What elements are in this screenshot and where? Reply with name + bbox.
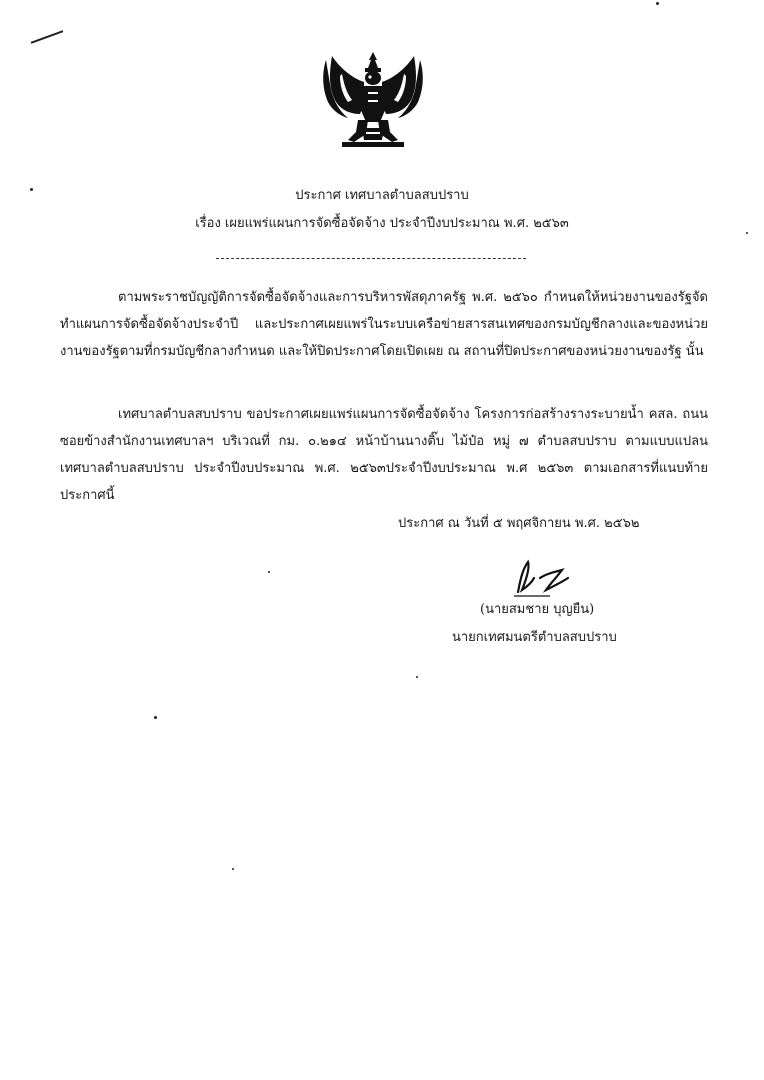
pen-stroke-mark [31, 30, 64, 44]
body-paragraph-2: เทศบาลตำบลสบปราบ ขอประกาศเผยแพร่แผนการจัดซื้อจัดจ้าง โครงการก่อสร้างรางระบายน้ำ คสล. ถนนซอยข้างสำนักงานเทศบาลฯ บริเวณที่ กม. ๐.๒๑๔ หน้าบ้านนางติ๊บ ไม้ป๋อ หมู่ ๗ ตำบลสบปราบ ตามแบบแปลนเทศบาลตำบลสบปราบ ประจำปีงบประมาณ พ.ศ. ๒๕๖๓ประจำปีงบประมาณ พ.ศ ๒๕๖๓ ตามเอกสารที่แนบท้ายประกาศนี้ [60, 407, 708, 503]
garuda-emblem-icon [318, 48, 428, 150]
scan-speck [416, 676, 418, 678]
scan-speck [154, 716, 157, 719]
handwritten-signature [510, 556, 586, 598]
announcement-date: ประกาศ ณ วันที่ ๕ พฤศจิกายน พ.ศ. ๒๕๖๒ [398, 516, 640, 531]
signer-title: นายกเทศมนตรีตำบลสบปราบ [452, 630, 617, 645]
scan-speck [656, 2, 659, 5]
dashed-separator [216, 258, 526, 259]
scan-speck [268, 571, 270, 573]
announcement-issuer: ประกาศ เทศบาลตำบลสบปราบ [295, 188, 469, 203]
signer-name: (นายสมชาย บุญยืน) [480, 602, 595, 617]
body-paragraph-1: ตามพระราชบัญญัติการจัดซื้อจัดจ้างและการบริหารพัสดุภาครัฐ พ.ศ. ๒๕๖๐ กำหนดให้หน่วยงานของรัฐจัดทำแผนการจัดซื้อจัดจ้างประจำปี และประกาศเผยแพร่ในระบบเครือข่ายสารสนเทศของกรมบัญชีกลางและของหน่วยงานของรัฐตามที่กรมบัญชีกลางกำหนด และให้ปิดประกาศโดยเปิดเผย ณ สถานที่ปิดประกาศของหน่วยงานของรัฐ นั้น [60, 290, 708, 359]
announcement-subject: เรื่อง เผยแพร่แผนการจัดซื้อจัดจ้าง ประจำปีงบประมาณ พ.ศ. ๒๕๖๓ [195, 216, 569, 231]
scan-speck [232, 868, 234, 870]
